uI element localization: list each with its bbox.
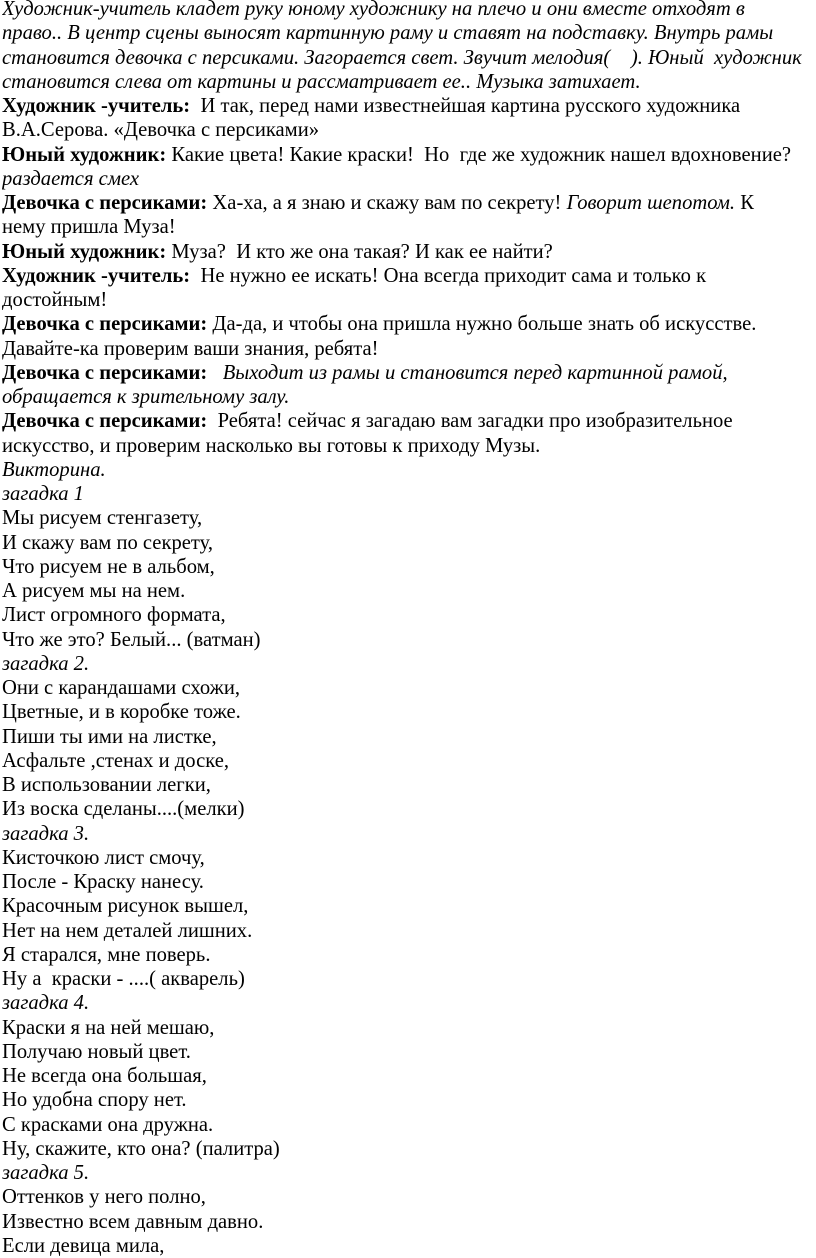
dialogue-line xyxy=(2,409,816,433)
stage-direction-line: обращается к зрительному залу. xyxy=(2,386,290,408)
riddle-line: После - Краску нанесу. xyxy=(2,871,204,893)
dialogue-line: В.А.Серова. «Девочка с персиками» xyxy=(2,119,320,142)
speaker-name: Девочка с персиками: xyxy=(2,313,208,336)
speaker-name: Художник -учитель: xyxy=(2,264,191,287)
riddle-line: Известно всем давным давно. xyxy=(2,1210,264,1233)
speaker-name: Художник -учитель: xyxy=(2,95,191,117)
riddle-line: Ну а краски - ....( акварель) xyxy=(2,968,245,990)
riddle-label: загадка 1 xyxy=(2,483,84,505)
speaker-name: Юный художник: xyxy=(2,143,167,166)
dialogue-line xyxy=(2,312,816,336)
stage-direction-inline: Говорит шепотом. xyxy=(566,192,736,214)
dialogue-text: Не нужно ее искать! Она всегда приходит сама и только к xyxy=(190,264,707,287)
riddle-line: Они с карандашами схожи, xyxy=(2,677,241,699)
riddle-line: Получаю новый цвет. xyxy=(2,1040,191,1063)
riddle-label: загадка 4. xyxy=(2,992,90,1015)
riddle-line: Кисточкою лист смочу, xyxy=(2,846,205,869)
riddle-line: И скажу вам по секрету, xyxy=(2,531,213,554)
dialogue-text: Муза? И кто же она такая? И как ее найти? xyxy=(166,240,553,263)
riddle-line: Нет на нем деталей лишних. xyxy=(2,919,253,942)
dialogue-line xyxy=(2,264,816,288)
stage-direction-line: становится слева от картины и рассматривает ее.. Музыка затихает. xyxy=(2,70,641,93)
riddle-line: Красочным рисунок вышел, xyxy=(2,895,249,918)
speaker-name: Юный художник: xyxy=(2,240,167,263)
dialogue-text: Ха-ха, а я знаю и скажу вам по секрету! xyxy=(207,192,567,214)
riddle-line: Из воска сделаны....(мелки) xyxy=(2,798,245,821)
riddle-line: Лист огромного формата, xyxy=(2,604,226,627)
quiz-title: Викторина. xyxy=(2,458,106,481)
stage-direction-line: Художник-учитель кладет руку юному художнику на плечо и они вместе отходят в xyxy=(2,0,745,20)
dialogue-line xyxy=(2,361,816,385)
riddle-line: Не всегда она большая, xyxy=(2,1065,207,1087)
riddle-label: загадка 5. xyxy=(2,1162,90,1184)
dialogue-text: Ребята! сейчас я загадаю вам загадки про изобразительное xyxy=(207,410,733,433)
speaker-name: Девочка с персиками: xyxy=(2,192,208,214)
dialogue-text: К xyxy=(735,192,754,214)
dialogue-text: Какие цвета! Какие краски! Но где же художник нашел вдохновение? xyxy=(166,143,791,166)
riddle-line: Пиши ты ими на листке, xyxy=(2,725,217,748)
stage-direction-line: становится девочка с персиками. Загорается свет. Звучит мелодия( ). Юный художник xyxy=(2,46,802,69)
riddle-line: Что рисуем не в альбом, xyxy=(2,555,215,578)
riddle-label: загадка 3. xyxy=(2,822,90,845)
riddle-line: Но удобна спору нет. xyxy=(2,1089,187,1112)
speaker-name: Девочка с персиками: xyxy=(2,410,208,433)
riddle-label: загадка 2. xyxy=(2,652,90,675)
riddle-line: Цветные, и в коробке тоже. xyxy=(2,701,241,724)
dialogue-line: нему пришла Муза! xyxy=(2,216,176,239)
riddle-line: Мы рисуем стенгазету, xyxy=(2,507,203,530)
dialogue-line: искусство, и проверим насколько вы готовы к приходу Музы. xyxy=(2,434,541,457)
dialogue-line: достойным! xyxy=(2,289,108,311)
speaker-name: Девочка с персиками: xyxy=(2,361,208,384)
riddle-line: В использовании легки, xyxy=(2,774,211,796)
dialogue-line xyxy=(2,191,816,215)
riddle-line: С красками она дружна. xyxy=(2,1113,214,1136)
stage-direction-line: право.. В центр сцены выносят картинную раму и ставят на подставку. Внутрь рамы xyxy=(2,22,774,45)
riddle-line: Если девица мила, xyxy=(2,1234,165,1257)
dialogue-text: И так, перед нами известнейшая картина русского художника xyxy=(190,95,741,117)
dialogue-line: Давайте-ка проверим ваши знания, ребята! xyxy=(2,337,379,360)
riddle-line: Ну, скажите, кто она? (палитра) xyxy=(2,1137,280,1160)
riddle-line: Что же это? Белый... (ватман) xyxy=(2,628,261,651)
dialogue-text: Да-да, и чтобы она пришла нужно больше знать об искусстве. xyxy=(207,313,757,336)
stage-direction-line: раздается смех xyxy=(2,167,139,190)
riddle-line: Асфальте ,стенах и доске, xyxy=(2,749,230,772)
riddle-line: Оттенков у него полно, xyxy=(2,1186,206,1209)
dialogue-line xyxy=(2,240,816,264)
dialogue-line xyxy=(2,94,816,118)
stage-direction-inline: Выходит из рамы и становится перед картинной рамой, xyxy=(207,361,728,384)
riddle-line: Краски я на ней мешаю, xyxy=(2,1016,215,1039)
dialogue-line xyxy=(2,143,816,167)
riddle-line: Я старался, мне поверь. xyxy=(2,943,211,966)
riddle-line: А рисуем мы на нем. xyxy=(2,580,186,602)
